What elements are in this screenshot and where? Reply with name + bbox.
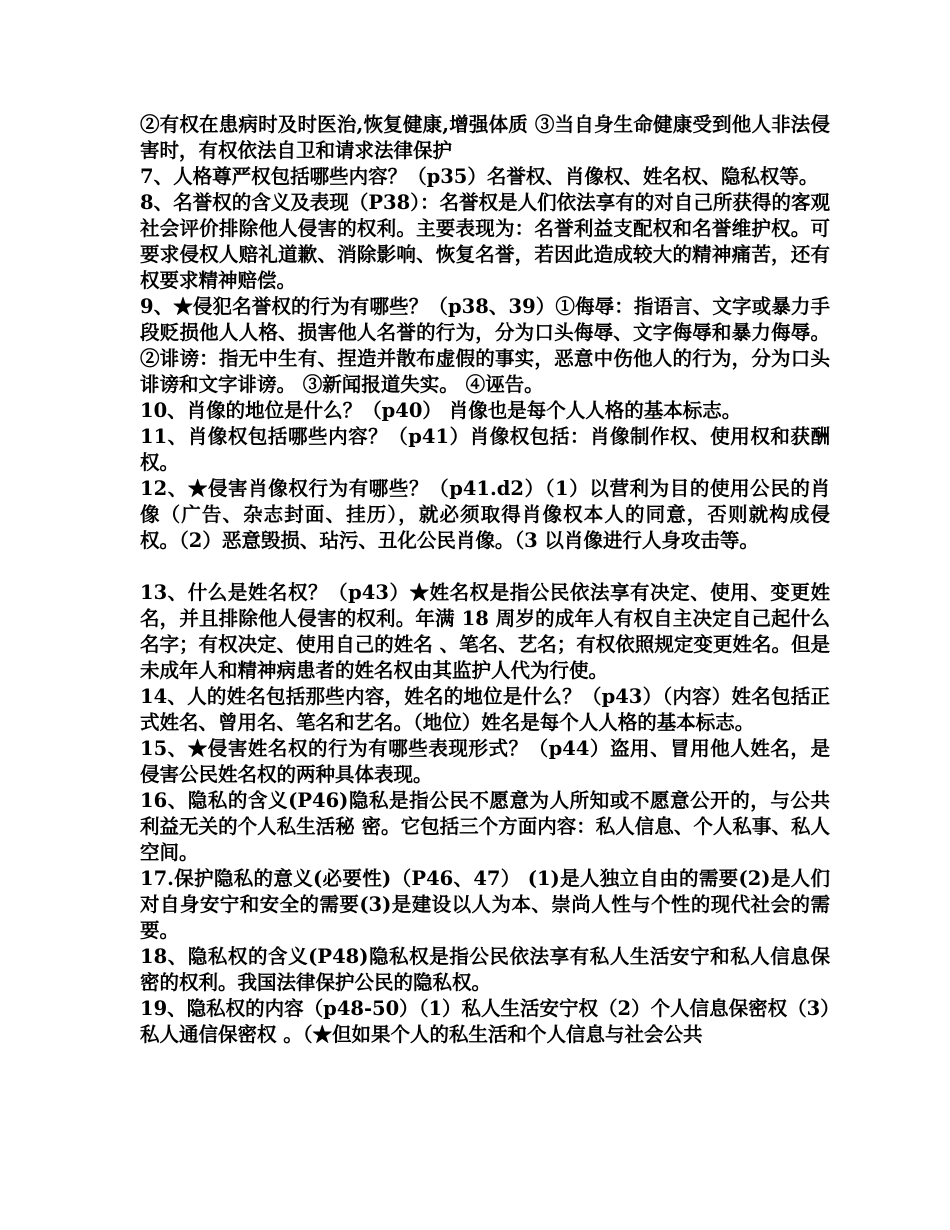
paragraph-q18-privacy-right: 18、隐私权的含义(P48)隐私权是指公民依法享有私人生活安宁和私人信息保密的权利。我国法律保护公民的隐私权。 xyxy=(140,945,830,994)
paragraph-q19-privacy-content: 19、隐私权的内容（p48-50）（1）私人生活安宁权（2）个人信息保密权（3）私人通信保密权 。（★但如果个人的私生活和个人信息与社会公共 xyxy=(140,997,830,1046)
paragraph-q15-name-infringement: 15、★侵害姓名权的行为有哪些表现形式？（p44）盗用、冒用他人姓名，是侵害公民姓名权的两种具体表现。 xyxy=(140,737,830,786)
paragraph-right-to-health: ②有权在患病时及时医治,恢复健康,增强体质 ③当自身生命健康受到他人非法侵害时，有权依法自卫和请求法律保护 xyxy=(140,113,830,162)
paragraph-q7-personal-dignity: 7、人格尊严权包括哪些内容？（p35）名誉权、肖像权、姓名权、隐私权等。 xyxy=(140,165,819,188)
paragraph-q8-reputation-right: 8、名誉权的含义及表现（P38）：名誉权是人们依法享有的对自己所获得的客观社会评价排除他人侵害的权利。主要表现为：名誉利益支配权和名誉维护权。可要求侵权人赔礼道歉、消除影响、恢复名誉，若因此造成较大的精神痛苦，还有权要求精神赔偿。 xyxy=(140,191,830,292)
paragraph-q11-portrait-right: 11、肖像权包括哪些内容？（p41）肖像权包括：肖像制作权、使用权和获酬权。 xyxy=(140,425,830,474)
paragraph-q13-name-right: 13、什么是姓名权？（p43）★姓名权是指公民依法享有决定、使用、变更姓名，并且排除他人侵害的权利。年满 18 周岁的成年人有权自主决定自己起什么名字；有权决定、使用自己的姓名 、笔名、艺名；有权依照规定变更姓名。但是未成年人和精神病患者的姓名权由其监护人代为行使。 xyxy=(140,581,830,682)
paragraph-q12-portrait-infringement: 12、★侵害肖像权行为有哪些？（p41.d2）（1）以营利为目的使用公民的肖像（广告、杂志封面、挂历），就必须取得肖像权本人的同意，否则就构成侵权。（2）恶意毁损、玷污、丑化公民肖像。（3 以肖像进行人身攻击等。 xyxy=(140,477,830,552)
paragraph-q17-privacy-significance: 17.保护隐私的意义(必要性)（P46、47） (1)是人独立自由的需要(2)是人们对自身安宁和安全的需要(3)是建设以人为本、崇尚人性与个性的现代社会的需要。 xyxy=(140,867,830,942)
paragraph-q9-reputation-infringement: 9、★侵犯名誉权的行为有哪些？（p38、39）①侮辱：指语言、文字或暴力手段贬损他人人格、损害他人名誉的行为，分为口头侮辱、文字侮辱和暴力侮辱。②诽谤：指无中生有、捏造并散布虚假的事实，恶意中伤他人的行为，分为口头诽谤和文字诽谤。 ③新闻报道失实。 ④诬告。 xyxy=(140,295,830,396)
paragraph-q16-privacy-meaning: 16、隐私的含义(P46)隐私是指公民不愿意为人所知或不愿意公开的，与公共利益无关的个人私生活秘 密。它包括三个方面内容：私人信息、个人私事、私人空间。 xyxy=(140,789,830,864)
document-page xyxy=(140,112,830,1048)
paragraph-q10-portrait-status: 10、肖像的地位是什么？（p40） 肖像也是每个人人格的基本标志。 xyxy=(140,399,742,422)
blank-line xyxy=(140,554,830,580)
paragraph-q14-name-content: 14、人的姓名包括那些内容，姓名的地位是什么？（p43）（内容）姓名包括正式姓名、曾用名、笔名和艺名。（地位）姓名是每个人人格的基本标志。 xyxy=(140,685,830,734)
